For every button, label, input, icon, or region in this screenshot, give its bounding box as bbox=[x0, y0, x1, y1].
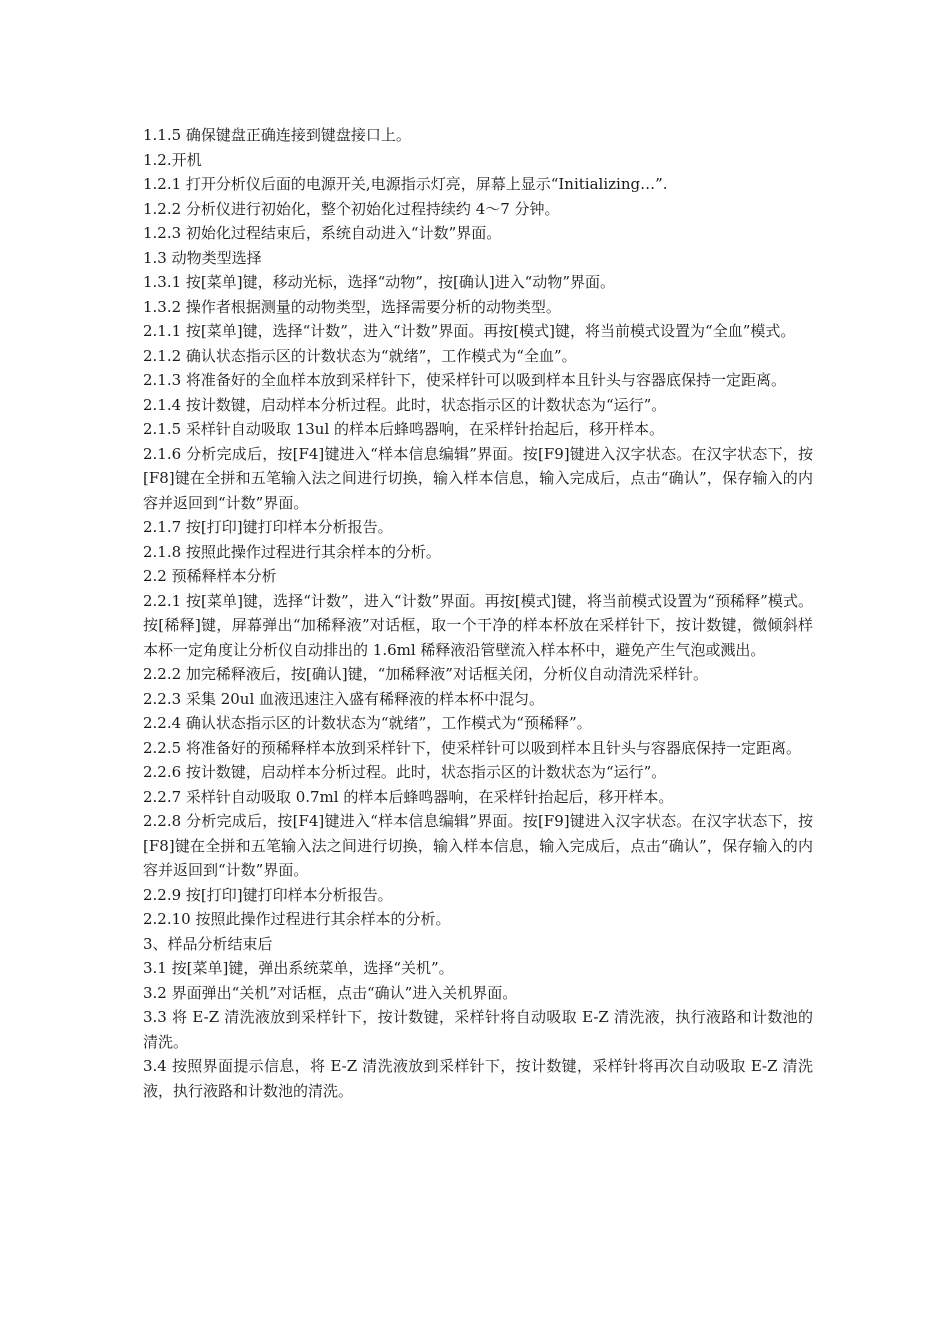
paragraph: 2.1.4 按计数键，启动样本分析过程。此时，状态指示区的计数状态为“运行”。 bbox=[143, 395, 667, 414]
paragraph: 2.2.6 按计数键，启动样本分析过程。此时，状态指示区的计数状态为“运行”。 bbox=[143, 763, 667, 781]
paragraph: 2.2.4 确认状态指示区的计数状态为“就绪”，工作模式为“预稀释”。 bbox=[143, 714, 592, 732]
paragraph: 2.2.8 分析完成后，按[F4]键进入“样本信息编辑”界面。按[F9]键进入汉字状态。在汉字状态下，按[F8]键在全拼和五笔输入法之间进行切换，输入样本信息，输入完成后，点击“确认”，保存输入的内容并返回到“计数”界面。 bbox=[143, 812, 813, 879]
paragraph: 2.1.7 按[打印]键打印样本分析报告。 bbox=[143, 518, 393, 536]
paragraph: 2.2.9 按[打印]键打印样本分析报告。 bbox=[143, 885, 393, 904]
paragraph: 1.1.5 确保键盘正确连接到键盘接口上。 bbox=[143, 126, 411, 144]
section-heading: 2.2 预稀释样本分析 bbox=[143, 567, 277, 585]
paragraph: 2.2.7 采样针自动吸取 0.7ml 的样本后蜂鸣器响，在采样针抬起后，移开样本。 bbox=[143, 787, 674, 806]
paragraph: 1.3.1 按[菜单]键，移动光标，选择“动物”，按[确认]进入“动物”界面。 bbox=[143, 273, 616, 291]
paragraph: 2.1.3 将准备好的全血样本放到采样针下，使采样针可以吸到样本且针头与容器底保持一定距离。 bbox=[143, 371, 786, 389]
paragraph: 2.2.3 采集 20ul 血液迅速注入盛有稀释液的样本杯中混匀。 bbox=[143, 689, 545, 708]
paragraph: 2.2.1 按[菜单]键，选择“计数”，进入“计数”界面。再按[模式]键，将当前模式设置为“预稀释”模式。按[稀释]键，屏幕弹出“加稀释液”对话框，取一个干净的样本杯放在采样针下，按计数键，微倾斜样本杯一定角度让分析仪自动排出的 1.6ml 稀释液沿管壁流入样本杯中，避免产生气泡或溅出。 bbox=[143, 591, 813, 659]
paragraph: 3.1 按[菜单]键，弹出系统菜单，选择“关机”。 bbox=[143, 959, 454, 977]
paragraph: 2.1.6 分析完成后，按[F4]键进入“样本信息编辑”界面。按[F9]键进入汉字状态。在汉字状态下，按[F8]键在全拼和五笔输入法之间进行切换，输入样本信息，输入完成后，点击“确认”，保存输入的内容并返回到“计数”界面。 bbox=[143, 444, 813, 512]
paragraph: 2.2.5 将准备好的预稀释样本放到采样针下，使采样针可以吸到样本且针头与容器底保持一定距离。 bbox=[143, 738, 801, 757]
paragraph: 1.3.2 操作者根据测量的动物类型，选择需要分析的动物类型。 bbox=[143, 297, 561, 316]
paragraph: 2.1.2 确认状态指示区的计数状态为“就绪”，工作模式为“全血”。 bbox=[143, 346, 577, 365]
paragraph: 3.2 界面弹出“关机”对话框，点击“确认”进入关机界面。 bbox=[143, 983, 518, 1002]
section-heading: 3、样品分析结束后 bbox=[143, 934, 273, 953]
paragraph: 2.2.2 加完稀释液后，按[确认]键，“加稀释液”对话框关闭，分析仪自动清洗采样针。 bbox=[143, 665, 708, 683]
paragraph: 1.2.1 打开分析仪后面的电源开关,电源指示灯亮，屏幕上显示“Initializing…”. bbox=[143, 175, 668, 193]
paragraph: 3.4 按照界面提示信息，将 E-Z 清洗液放到采样针下，按计数键，采样针将再次自动吸取 E-Z 清洗液，执行液路和计数池的清洗。 bbox=[143, 1057, 813, 1100]
paragraph: 2.1.5 采样针自动吸取 13ul 的样本后蜂鸣器响，在采样针抬起后，移开样本。 bbox=[143, 420, 665, 438]
paragraph: 2.1.8 按照此操作过程进行其余样本的分析。 bbox=[143, 542, 441, 561]
paragraph: 3.3 将 E-Z 清洗液放到采样针下，按计数键，采样针将自动吸取 E-Z 清洗液，执行液路和计数池的清洗。 bbox=[143, 1008, 813, 1051]
paragraph: 1.2.3 初始化过程结束后，系统自动进入“计数”界面。 bbox=[143, 224, 502, 242]
paragraph: 1.2.2 分析仪进行初始化，整个初始化过程持续约 4～7 分钟。 bbox=[143, 199, 560, 218]
paragraph: 2.1.1 按[菜单]键，选择“计数”，进入“计数”界面。再按[模式]键，将当前模式设置为“全血”模式。 bbox=[143, 322, 796, 340]
section-heading: 1.2.开机 bbox=[143, 150, 202, 169]
document-body bbox=[143, 123, 813, 1103]
paragraph: 2.2.10 按照此操作过程进行其余样本的分析。 bbox=[143, 910, 451, 928]
section-heading: 1.3 动物类型选择 bbox=[143, 248, 262, 267]
